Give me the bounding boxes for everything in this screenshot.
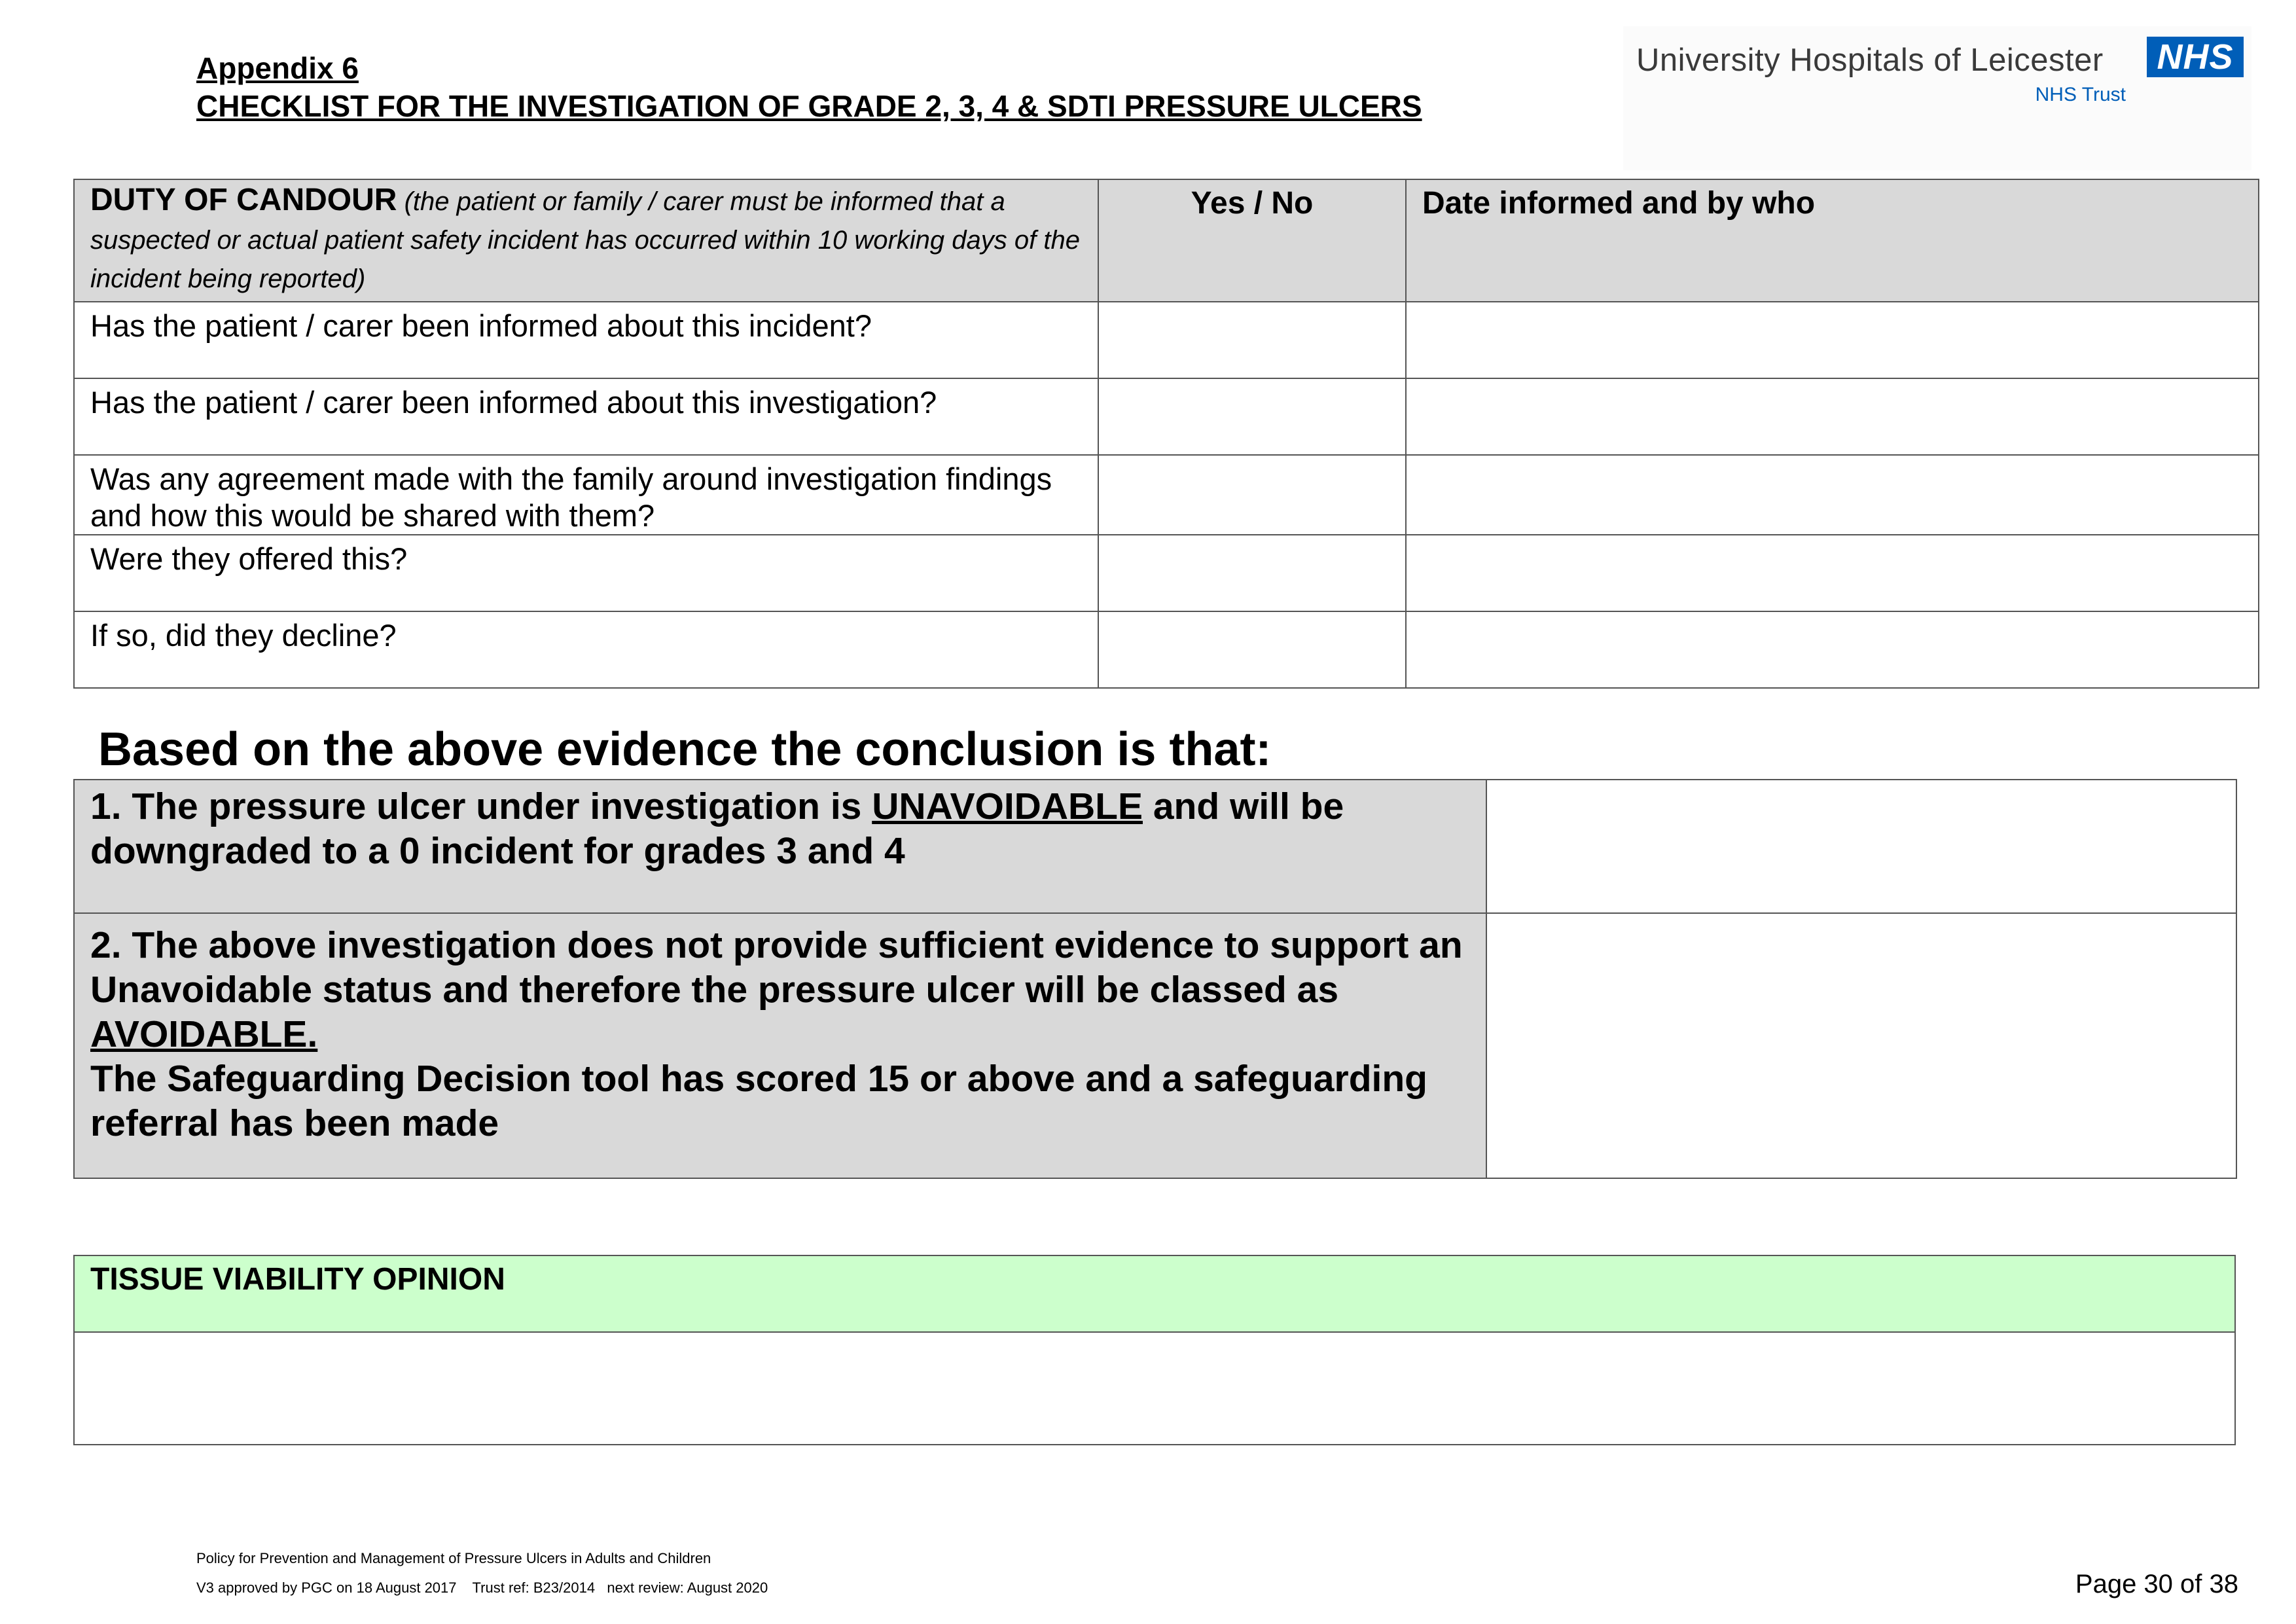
- question-text: If so, did they decline?: [90, 618, 397, 653]
- date-informed-label: Date informed and by who: [1422, 186, 1816, 221]
- question-cell: [74, 611, 1098, 688]
- candour-note: (the patient or family / carer must be informed that a suspected or actual patient safety incident has occurred within 10 working days of the incident being reported): [90, 187, 1080, 293]
- tissue-viability-header-row: [74, 1255, 2235, 1332]
- avoidable-option: [74, 913, 1486, 1178]
- table-row: [74, 535, 2259, 611]
- logo-trust: NHS Trust: [2035, 84, 2126, 105]
- trust-logo: [1623, 26, 2251, 170]
- question-text: Was any agreement made with the family around investigation findings and how this would be shared with them?: [90, 461, 1052, 533]
- yes-no-field[interactable]: [1098, 302, 1406, 378]
- date-informed-field[interactable]: [1406, 611, 2259, 688]
- yes-no-label: Yes / No: [1191, 186, 1314, 221]
- tissue-viability-body-row: [74, 1332, 2235, 1445]
- question-cell: [74, 455, 1098, 535]
- unavoidable-response-field[interactable]: [1486, 780, 2236, 913]
- table-row: [74, 611, 2259, 688]
- unavoidable-label: UNAVOIDABLE: [872, 785, 1143, 827]
- yes-no-field[interactable]: [1098, 535, 1406, 611]
- table-row: [74, 455, 2259, 535]
- duty-of-candour-table: [73, 179, 2259, 689]
- option-text: 1. The pressure ulcer under investigation is: [90, 785, 872, 827]
- avoidable-response-field[interactable]: [1486, 913, 2236, 1178]
- page-title: CHECKLIST FOR THE INVESTIGATION OF GRADE 2, 3, 4 & SDTI PRESSURE ULCERS: [196, 89, 1422, 123]
- question-cell: [74, 378, 1098, 455]
- question-cell: [74, 535, 1098, 611]
- yes-no-field[interactable]: [1098, 455, 1406, 535]
- table-row: [74, 302, 2259, 378]
- candour-heading: DUTY OF CANDOUR: [90, 183, 397, 217]
- candour-header-cell: [74, 179, 1098, 302]
- appendix-label: Appendix 6: [196, 51, 359, 85]
- question-text: Has the patient / carer been informed about this investigation?: [90, 385, 937, 420]
- conclusion-row: [74, 913, 2236, 1178]
- avoidable-label: AVOIDABLE.: [90, 1013, 318, 1055]
- date-informed-field[interactable]: [1406, 455, 2259, 535]
- conclusion-row: [74, 780, 2236, 913]
- date-informed-header: [1406, 179, 2259, 302]
- logo-name: University Hospitals of Leicester: [1636, 43, 2104, 78]
- option-text: 2. The above investigation does not provide sufficient evidence to support an Unavoidable status and therefore the pressure ulcer will be classed as: [90, 924, 1463, 1011]
- unavoidable-option: [74, 780, 1486, 913]
- yes-no-header: [1098, 179, 1406, 302]
- tissue-viability-table: [73, 1255, 2236, 1445]
- footer-version: V3 approved by PGC on 18 August 2017 Trust ref: B23/2014 next review: August 2020: [196, 1579, 768, 1596]
- date-informed-field[interactable]: [1406, 378, 2259, 455]
- table-row: [74, 378, 2259, 455]
- avoidable-option-text: [75, 914, 1486, 1146]
- nhs-logo-icon: NHS: [2147, 37, 2244, 77]
- conclusion-title: Based on the above evidence the conclusion is that:: [98, 723, 1272, 776]
- conclusion-table: [73, 779, 2237, 1179]
- unavoidable-option-text: [75, 780, 1486, 873]
- tissue-viability-header: [74, 1255, 2235, 1332]
- tissue-viability-label: TISSUE VIABILITY OPINION: [90, 1262, 505, 1297]
- table-header-row: [74, 179, 2259, 302]
- date-informed-field[interactable]: [1406, 302, 2259, 378]
- tissue-viability-opinion-field[interactable]: [74, 1332, 2235, 1445]
- question-text: Has the patient / carer been informed about this incident?: [90, 308, 872, 343]
- yes-no-field[interactable]: [1098, 611, 1406, 688]
- safeguarding-text: The Safeguarding Decision tool has scored 15 or above and a safeguarding referral has been made: [90, 1058, 1427, 1144]
- page-number: Page 30 of 38: [2075, 1570, 2238, 1598]
- question-text: Were they offered this?: [90, 541, 408, 576]
- footer-policy-title: Policy for Prevention and Management of Pressure Ulcers in Adults and Children: [196, 1550, 711, 1566]
- date-informed-field[interactable]: [1406, 535, 2259, 611]
- question-cell: [74, 302, 1098, 378]
- yes-no-field[interactable]: [1098, 378, 1406, 455]
- option-text: and will be downgraded to a 0 incident for grades 3 and 4: [90, 785, 1344, 872]
